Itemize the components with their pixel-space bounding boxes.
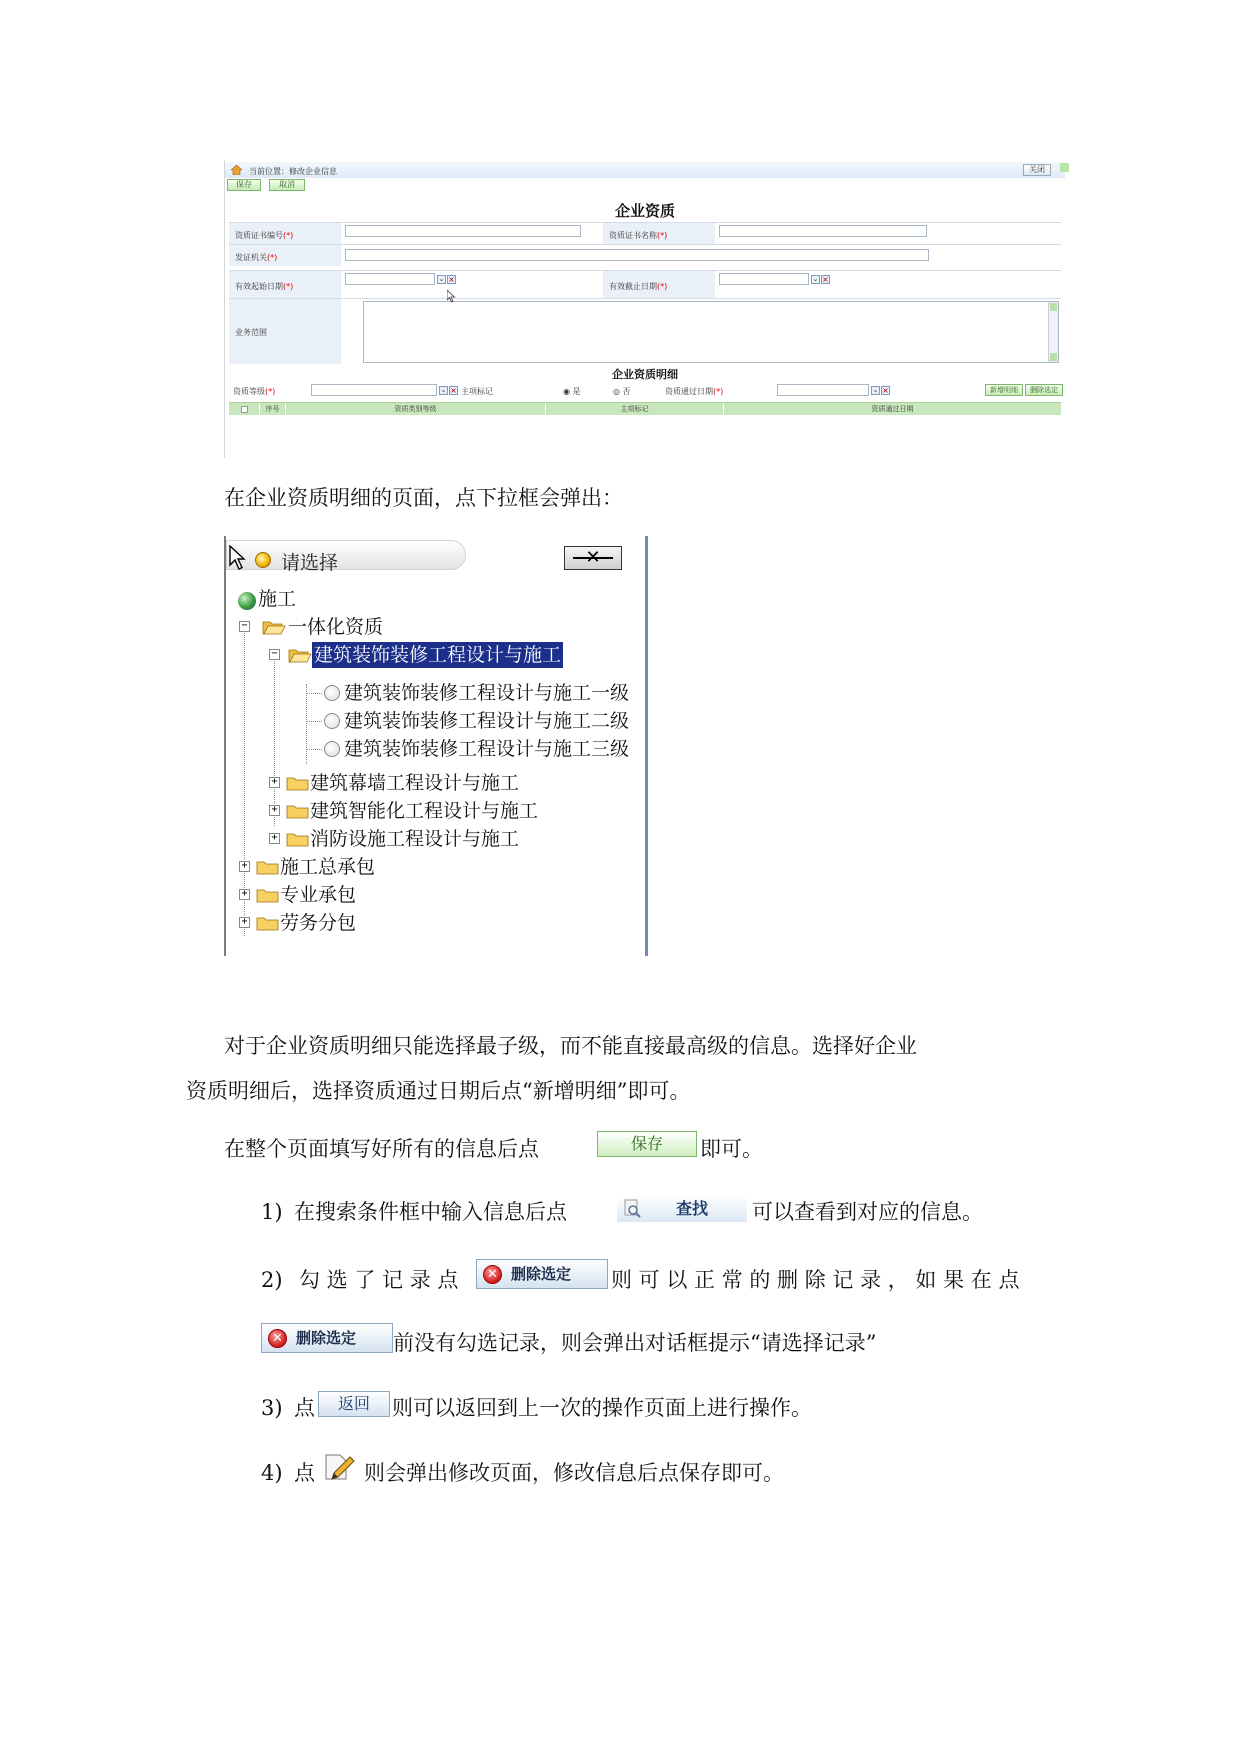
clear-icon[interactable]: × — [822, 275, 829, 284]
search-icon — [623, 1199, 643, 1219]
item-2-line2: 前没有勾选记录，则会弹出对话框提示“请选择记录” — [393, 1331, 877, 1355]
clear-icon[interactable]: × — [448, 275, 455, 284]
pass-date-input[interactable] — [777, 384, 869, 396]
radio-icon[interactable] — [324, 685, 340, 701]
detail-input-row: 资质等级(*) ⌄ × 主项标记 ◉ 是 ◎ 否 资质通过日期(*) ⌄ × 新增明细 删除选定 — [229, 382, 1061, 400]
level-select[interactable] — [311, 384, 437, 396]
add-detail-button[interactable]: 新增明细 — [985, 384, 1023, 396]
folder-open-icon — [262, 619, 286, 635]
chevron-down-icon[interactable]: ⌄ — [438, 275, 445, 283]
location-text: 当前位置：修改企业信息 — [249, 167, 337, 176]
level-label: 资质等级 — [233, 387, 265, 396]
select-all-checkbox[interactable] — [241, 406, 248, 413]
primary-no-radio[interactable]: 否 — [622, 387, 631, 396]
required-mark: (*) — [267, 253, 278, 262]
expand-icon[interactable]: + — [239, 917, 250, 928]
delete-icon: ✕ — [483, 1265, 502, 1284]
business-scope-label: 业务范围 — [235, 328, 267, 337]
pass-date-label: 资质通过日期 — [665, 387, 713, 396]
clear-icon[interactable]: × — [450, 386, 457, 395]
radio-icon[interactable] — [324, 741, 340, 757]
item-1-after: 可以查看到对应的信息。 — [752, 1200, 983, 1224]
issuer-label: 发证机关 — [235, 253, 267, 262]
cursor-arrow-icon — [229, 545, 249, 571]
cert-no-label: 资质证书编号 — [235, 231, 283, 240]
item-4-before: 点 — [294, 1461, 315, 1485]
form-save-button[interactable]: 保存 — [227, 179, 261, 191]
mouse-cursor-icon — [447, 290, 456, 303]
tree-node-curtain-wall[interactable]: 建筑幕墙工程设计与施工 — [310, 772, 520, 794]
globe-icon — [238, 592, 256, 610]
form-row-scope — [229, 298, 1061, 364]
form-screenshot — [224, 160, 1064, 458]
folder-icon — [286, 831, 310, 847]
corner-marker — [1060, 163, 1069, 172]
delete-button-label: 删除选定 — [511, 1265, 572, 1283]
grid-header-seq: 序号 — [259, 403, 285, 416]
item-3-number: 3) — [261, 1396, 283, 1420]
folder-icon — [256, 915, 280, 931]
chevron-down-icon[interactable]: ⌄ — [812, 275, 819, 283]
detail-grid-header — [229, 402, 1061, 415]
issuer-input[interactable] — [345, 249, 929, 261]
select-dialog-screenshot — [224, 536, 648, 956]
save-button[interactable]: 保存 — [597, 1131, 697, 1157]
end-date-label: 有效截止日期 — [609, 282, 657, 291]
form-row-issuer — [229, 244, 1061, 266]
business-scope-textarea[interactable] — [363, 301, 1059, 363]
scrollbar[interactable] — [1048, 302, 1058, 362]
paragraph-save-after: 即可。 — [700, 1137, 763, 1161]
delete-selected-button[interactable] — [261, 1323, 393, 1353]
tree-node-integrated[interactable]: 一体化资质 — [288, 616, 384, 638]
radio-icon[interactable] — [324, 713, 340, 729]
item-2-number: 2) — [261, 1268, 283, 1292]
tree-node-fire[interactable]: 消防设施工程设计与施工 — [310, 828, 520, 850]
tree-leaf-decoration-l2[interactable]: 建筑装饰装修工程设计与施工二级 — [344, 710, 630, 732]
bulb-icon — [255, 552, 271, 568]
required-mark: (*) — [283, 282, 294, 291]
grid-header-primary: 主项标记 — [545, 403, 723, 416]
required-mark: (*) — [657, 231, 668, 240]
item-2-before: 勾 选 了 记 录 点 — [299, 1268, 459, 1292]
tree-node-labor[interactable]: 劳务分包 — [280, 912, 357, 934]
start-date-label: 有效起始日期 — [235, 282, 283, 291]
required-mark: (*) — [657, 282, 668, 291]
paragraph-save-before: 在整个页面填写好所有的信息后点 — [224, 1137, 539, 1161]
back-button[interactable]: 返回 — [318, 1391, 390, 1417]
toolbar — [225, 178, 1065, 192]
primary-yes-radio[interactable]: 是 — [572, 387, 581, 396]
paragraph-dropdown-intro: 在企业资质明细的页面，点下拉框会弹出： — [224, 486, 623, 510]
delete-icon: ✕ — [268, 1329, 287, 1348]
form-row-dates — [229, 270, 1061, 298]
folder-icon — [286, 775, 310, 791]
expand-icon[interactable]: + — [269, 805, 280, 816]
dialog-close-button[interactable] — [564, 546, 622, 570]
form-title: 企业资质 — [614, 202, 675, 220]
chevron-down-icon[interactable]: ⌄ — [440, 386, 447, 394]
folder-open-icon — [288, 647, 312, 663]
delete-selected-button[interactable] — [476, 1259, 608, 1289]
expand-icon[interactable]: + — [269, 833, 280, 844]
item-3-after: 则可以返回到上一次的操作页面上进行操作。 — [392, 1396, 812, 1420]
item-1-number: 1) — [261, 1200, 283, 1224]
home-icon — [231, 165, 242, 175]
folder-icon — [286, 803, 310, 819]
required-mark: (*) — [265, 387, 276, 396]
required-mark: (*) — [713, 387, 724, 396]
cert-name-label: 资质证书名称 — [609, 231, 657, 240]
location-bar — [225, 162, 1065, 178]
paragraph-detail-rule-line2: 资质明细后，选择资质通过日期后点“新增明细”即可。 — [186, 1079, 691, 1103]
expand-icon[interactable]: + — [239, 889, 250, 900]
paragraph-detail-rule-line1: 对于企业资质明细只能选择最子级，而不能直接最高级的信息。选择好企业 — [224, 1034, 917, 1058]
start-date-input[interactable] — [345, 273, 435, 285]
tree-leaf-decoration-l3[interactable]: 建筑装饰装修工程设计与施工三级 — [344, 738, 630, 760]
tree-leaf-decoration-l1[interactable]: 建筑装饰装修工程设计与施工一级 — [344, 682, 630, 704]
tree-node-intelligent[interactable]: 建筑智能化工程设计与施工 — [310, 800, 539, 822]
close-icon: ✕ — [585, 547, 601, 568]
chevron-down-icon[interactable]: ⌄ — [872, 386, 879, 394]
search-button-label: 查找 — [675, 1199, 708, 1218]
clear-icon[interactable]: × — [882, 386, 889, 395]
tree-node-specialized[interactable]: 专业承包 — [280, 884, 357, 906]
form-row-cert — [229, 222, 1061, 244]
collapse-icon[interactable]: − — [239, 621, 250, 632]
primary-mark-label: 主项标记 — [461, 387, 493, 396]
item-1-before: 在搜索条件框中输入信息后点 — [294, 1200, 567, 1224]
grid-header-category: 资质类别等级 — [285, 403, 545, 416]
tree-node-general-contract[interactable]: 施工总承包 — [280, 856, 376, 878]
delete-selected-button[interactable]: 删除选定 — [1025, 384, 1063, 396]
cert-no-input[interactable] — [345, 225, 581, 237]
form-cancel-button[interactable]: 取消 — [269, 179, 305, 191]
tree-node-root[interactable]: 施工 — [258, 588, 297, 610]
cert-name-input[interactable] — [719, 225, 927, 237]
close-button[interactable]: 关闭 — [1023, 164, 1051, 176]
edit-icon[interactable] — [320, 1451, 356, 1483]
dialog-title: 请选择 — [281, 552, 339, 574]
detail-title: 企业资质明细 — [612, 368, 678, 381]
expand-icon[interactable]: + — [269, 777, 280, 788]
expand-icon[interactable]: + — [239, 861, 250, 872]
required-mark: (*) — [283, 231, 294, 240]
item-3-before: 点 — [294, 1396, 315, 1420]
dialog-titlebar — [226, 540, 466, 574]
grid-header-pass-date: 资质通过日期 — [723, 403, 1061, 416]
end-date-input[interactable] — [719, 273, 809, 285]
item-4-number: 4) — [261, 1461, 283, 1485]
delete-button-label: 删除选定 — [296, 1329, 357, 1347]
folder-icon — [256, 887, 280, 903]
search-button[interactable] — [617, 1196, 747, 1222]
tree-node-decoration[interactable]: 建筑装饰装修工程设计与施工 — [314, 644, 562, 666]
item-2-after: 则 可 以 正 常 的 删 除 记 录 ， 如 果 在 点 — [611, 1268, 1020, 1292]
folder-icon — [256, 859, 280, 875]
item-4-after: 则会弹出修改页面，修改信息后点保存即可。 — [364, 1461, 784, 1485]
collapse-icon[interactable]: − — [269, 649, 280, 660]
